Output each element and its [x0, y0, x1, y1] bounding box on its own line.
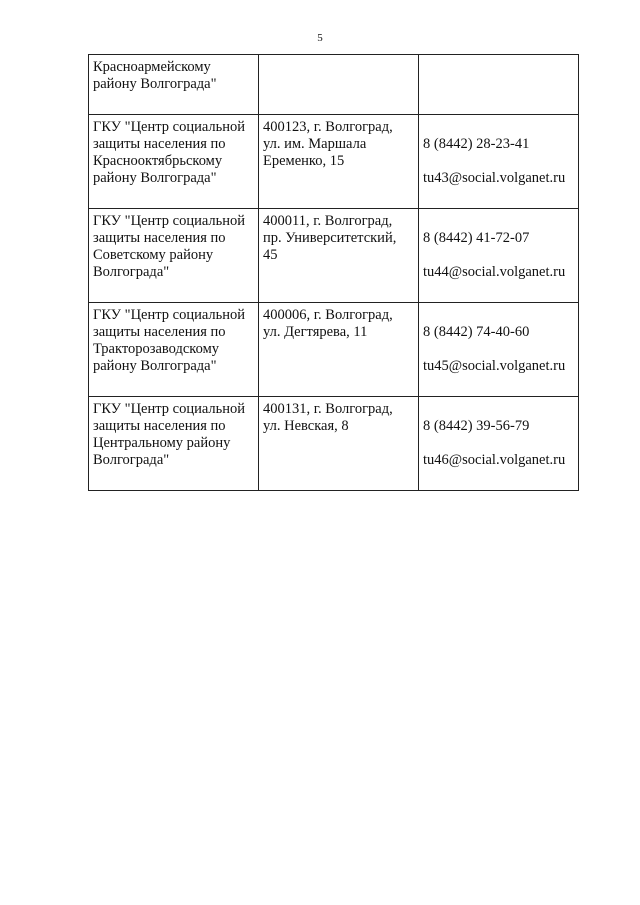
phone-number: 8 (8442) 39-56-79 — [423, 418, 530, 434]
address-cell — [259, 55, 419, 115]
table-row — [89, 303, 579, 397]
contact-cell — [419, 397, 579, 491]
email-address: tu43@social.volganet.ru — [423, 170, 566, 186]
table-row — [89, 397, 579, 491]
institution-name: ГКУ "Центр социальной защиты населения по Советскому району Волгограда" — [89, 209, 259, 303]
table-row — [89, 55, 579, 115]
address-cell: 400011, г. Волгоград, пр. Университетский, 45 — [259, 209, 419, 303]
institution-name: ГКУ "Центр социальной защиты населения по Тракторозаводскому району Волгограда" — [89, 303, 259, 397]
contact-cell — [419, 55, 579, 115]
email-address: tu46@social.volganet.ru — [423, 452, 566, 468]
address-cell: 400123, г. Волгоград, ул. им. Маршала Еременко, 15 — [259, 115, 419, 209]
phone-number: 8 (8442) 41-72-07 — [423, 230, 530, 246]
phone-number: 8 (8442) 74-40-60 — [423, 324, 530, 340]
email-address: tu45@social.volganet.ru — [423, 358, 566, 374]
page-number: 5 — [317, 32, 323, 44]
contact-cell — [419, 303, 579, 397]
email-address: tu44@social.volganet.ru — [423, 264, 566, 280]
contact-cell — [419, 209, 579, 303]
table-row — [89, 209, 579, 303]
contact-cell — [419, 115, 579, 209]
address-cell: 400006, г. Волгоград, ул. Дегтярева, 11 — [259, 303, 419, 397]
institution-name: Красноармейскому району Волгограда" — [89, 55, 259, 115]
contacts-table — [88, 54, 579, 491]
address-cell: 400131, г. Волгоград, ул. Невская, 8 — [259, 397, 419, 491]
institution-name: ГКУ "Центр социальной защиты населения по Краснооктябрьскому району Волгограда" — [89, 115, 259, 209]
table-row — [89, 115, 579, 209]
phone-number: 8 (8442) 28-23-41 — [423, 136, 530, 152]
institution-name: ГКУ "Центр социальной защиты населения по Центральному району Волгограда" — [89, 397, 259, 491]
